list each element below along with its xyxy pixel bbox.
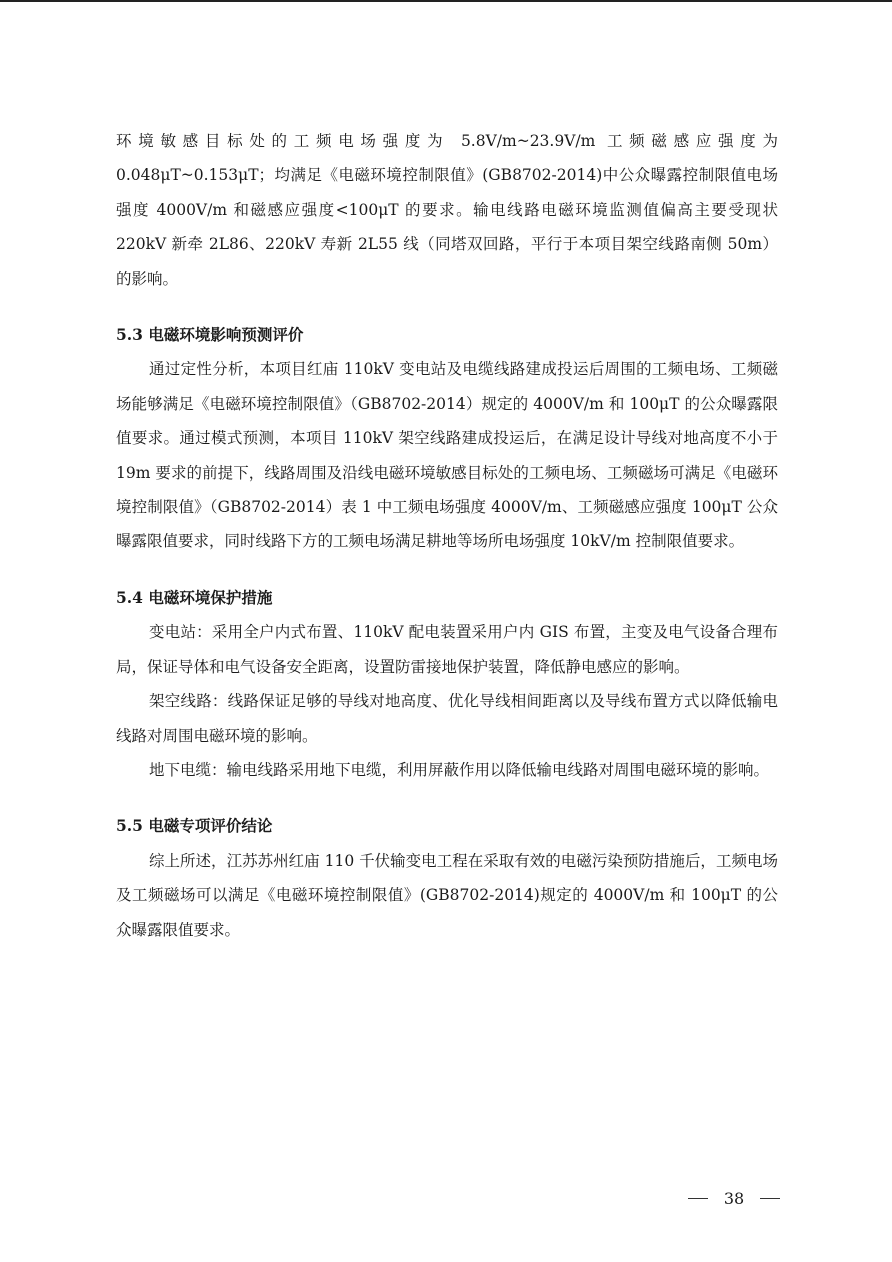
section-5-3-paragraph: 通过定性分析，本项目红庙 110kV 变电站及电缆线路建成投运后周围的工频电场、工频磁场能够满足《电磁环境控制限值》（GB8702-2014）规定的 4000V/m 和 100μT 的公众曝露限值要求。通过模式预测，本项目 110kV 架空线路建成投运后，在满足设计导线对地高度不小于 19m 要求的前提下，线路周围及沿线电磁环境敏感目标处的工频电场、工频磁场可满足《电磁环境控制限值》（GB8702-2014）表 1 中工频电场强度 4000V/m、工频磁感应强度 100μT 公众曝露限值要求，同时线路下方的工频电场满足耕地等场所电场强度 10kV/m 控制限值要求。	[116, 360, 778, 551]
section-5-4-paragraph-overhead-line: 架空线路：线路保证足够的导线对地高度、优化导线相间距离以及导线布置方式以降低输电线路对周围电磁环境的影响。	[116, 692, 778, 745]
section-heading-5-4: 5.4 电磁环境保护措施	[116, 587, 273, 607]
section-5-4-paragraph-substation: 变电站：采用全户内式布置、110kV 配电装置采用户内 GIS 布置，主变及电气设备合理布局，保证导体和电气设备安全距离，设置防雷接地保护装置，降低静电感应的影响。	[116, 623, 778, 676]
intro-paragraph: 环境敏感目标处的工频电场强度为 5.8V/m~23.9V/m 工频磁感应强度为 0.048μT~0.153μT；均满足《电磁环境控制限值》(GB8702-2014)中公众曝露控制限值电场强度 4000V/m 和磁感应强度<100μT 的要求。输电线路电磁环境监测值偏高主要受现状 220kV 新牵 2L86、220kV 寿新 2L55 线（同塔双回路，平行于本项目架空线路南侧 50m）的影响。	[116, 132, 778, 288]
section-heading-5-3: 5.3 电磁环境影响预测评价	[116, 325, 304, 345]
document-body	[116, 124, 778, 947]
page-number-left-dash	[688, 1198, 708, 1199]
top-border-rule	[0, 0, 892, 2]
section-5-4-paragraph-underground-cable: 地下电缆：输电线路采用地下电缆，利用屏蔽作用以降低输电线路对周围电磁环境的影响。	[149, 760, 770, 779]
page-number-right-dash	[760, 1198, 780, 1199]
section-5-5-paragraph: 综上所述，江苏苏州红庙 110 千伏输变电工程在采取有效的电磁污染预防措施后，工频电场及工频磁场可以满足《电磁环境控制限值》(GB8702-2014)规定的 4000V/m 和 100μT 的公众曝露限值要求。	[116, 851, 778, 939]
page-number: 38	[723, 1188, 745, 1208]
page-number-footer	[688, 1186, 780, 1210]
section-heading-5-5: 5.5 电磁专项评价结论	[116, 816, 273, 836]
